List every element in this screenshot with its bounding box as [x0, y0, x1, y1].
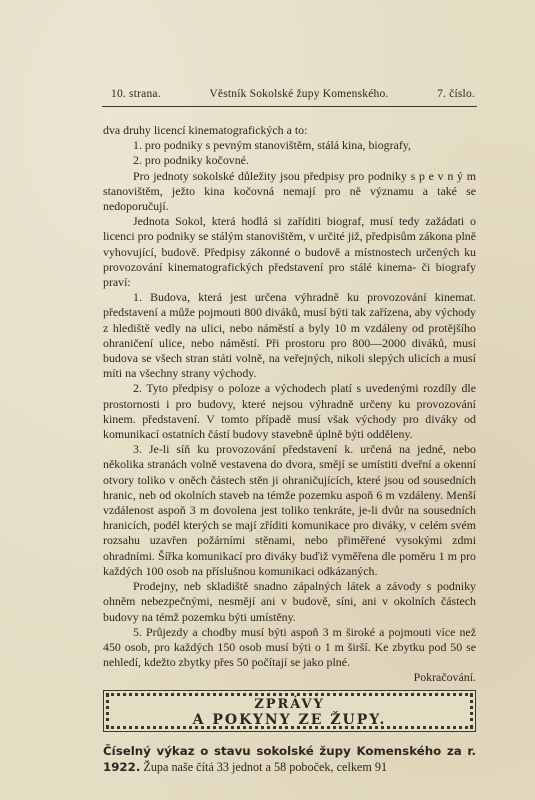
report-text: Župa naše čítá 33 jednot a 58 poboček, celkem 91 — [140, 760, 388, 774]
header-rule — [102, 106, 477, 107]
report-paragraph — [103, 743, 476, 775]
section-heading-line2: A POKYNY ZE ŽUPY. — [192, 712, 387, 728]
paragraph: 5. Průjezdy a chodby musí býti aspoň 3 m široké a pojmouti více než 450 osob, pro každých 150 osob musí býti o 1 m širší. Ke zbytku pod 50 se nehledí, kdežto zbytky přes 50 počítají se jako plné. — [103, 624, 476, 670]
paragraph: Prodejny, neb skladiště snadno zápalných látek a závody s podniky ohněm nebezpečnými, nesmějí ani v budově, síni, ani v okolních částech budovy na témž pozemku býti umístěny. — [103, 579, 476, 624]
list-item: 1. pro podniky s pevným stanovištěm, stálá kina, biografy, — [133, 138, 411, 153]
paragraph: 3. Je-li síň ku provozování představení k. určená na jedné, nebo několika stranách volně vestavena do dvora, smějí se umístiti dveřní a okenní otvory toliko v oněch částech stěn ji ohraničujících, které jsou od sousedních hranic, neb od okolních staveb na témže pozemku aspoň 6 m vzdáleny. Menší vzdálenost aspoň 3 m dovolena jest toliko tenkráte, je-li dvůr na sousedních hranicích, podél kterých se mají zříditi komunikace pro diváky, v celém svém rozsahu uzavřen požárními stěnami, nebo přiměřené vysokými zdmi ohradními. Šířka komunikací pro diváky buďiž vyměřena dle poměru 1 m pro každých 100 osob na příslušnou komunikaci odkázaných. — [103, 442, 476, 578]
continuation-note: Pokračování. — [413, 670, 476, 685]
report-heading: Číselný výkaz o stavu sokolské župy Komenského za r. 1922. — [103, 744, 476, 774]
section-heading-box — [103, 690, 476, 732]
paragraph: 2. Tyto předpisy o poloze a východech platí s uvedenými rozdíly dle prostornosti i pro budovy, které nejsou výhradně určeny ku provozování kinem. představení. V tomto případě musí však východy pro diváky od komunikací ostatních částí budovy stavebně úplně býti odděleny. — [103, 381, 476, 442]
paragraph: 1. Budova, která jest určena výhradně ku provozování kinemat. představení a může pojmouti 800 diváků, musí býti tak zařízena, aby východy z hlediště vedly na ulici, nebo náměstí a byly 10 m vzdáleny od protějšího ohraničení ulice, nebo náměstí. Při prostoru pro 800—2000 diváků, musí budova se všech stran státi volně, na veřejných, nikoli slepých ulicích a musí míti na všechny strany východy. — [103, 290, 476, 381]
article-body — [103, 123, 476, 686]
journal-title: Věstník Sokolské župy Komenského. — [209, 88, 389, 100]
section-heading-line1: ZPRÁVY — [254, 697, 325, 712]
paragraph: Jednota Sokol, která hodlá si zaříditi biograf, musí tedy zažádati o licenci pro podniky se stálým stanovištěm, v určité již, předpisům zákona plně vyhovující, budově. Předpisy zákonné o budově a místnostech určených ku provozování kinematografických představení pro stálé kinema- či biografy praví: — [103, 214, 476, 290]
paragraph: Pro jednoty sokolské důležity jsou předpisy pro podniky s p e v n ý m stanovištěm, ježto kina kočovná nemají pro ně významu a také se nedoporučují. — [103, 168, 476, 214]
list-item: 2. pro podniky kočovné. — [133, 153, 249, 168]
page-number: 10. strana. — [111, 88, 161, 100]
continuation-row — [103, 670, 476, 685]
running-header — [111, 88, 475, 100]
issue-number: 7. číslo. — [437, 88, 475, 100]
paragraph: dva druhy licencí kinematografických a to: — [103, 123, 308, 137]
